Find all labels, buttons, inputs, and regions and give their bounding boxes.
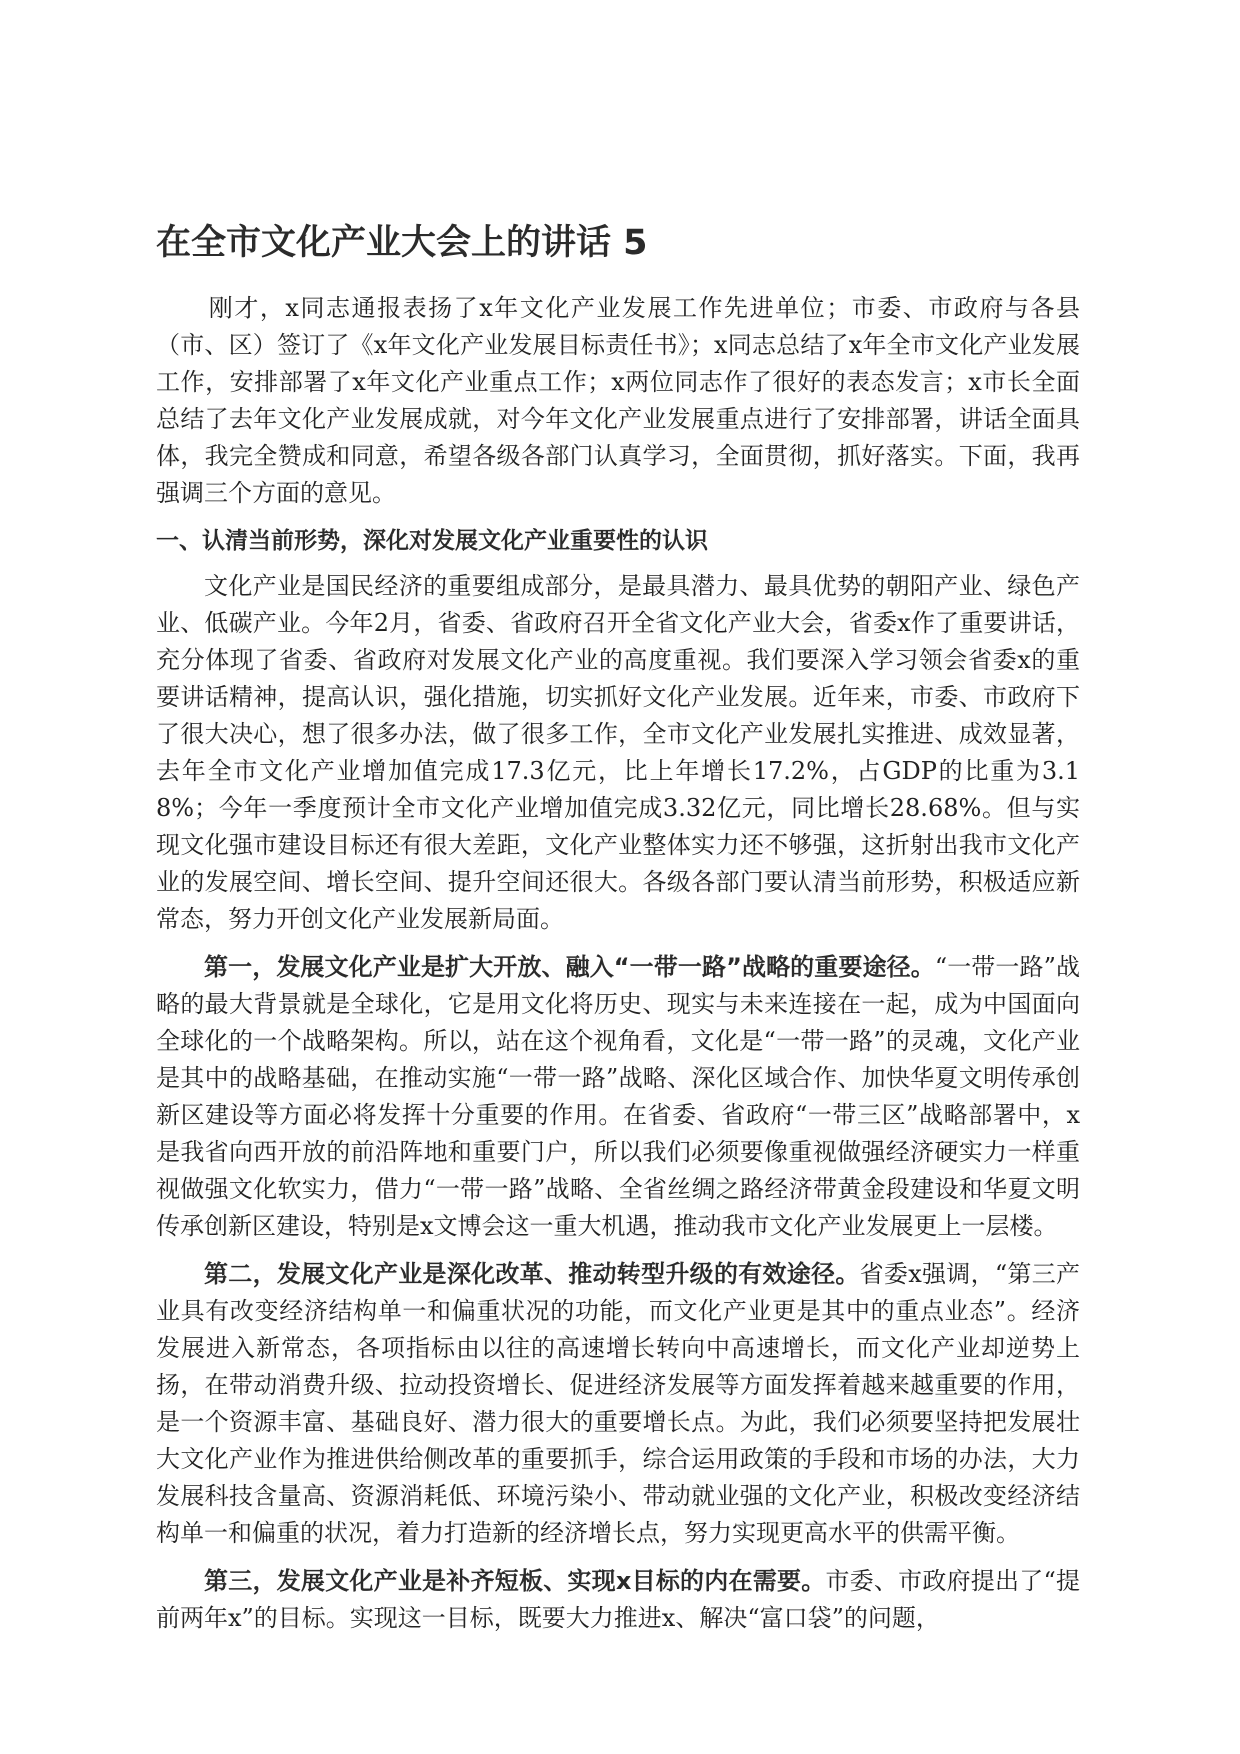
point-1-body: “一带一路”战略的最大背景就是全球化，它是用文化将历史、现实与未来连接在一起，成为中国面向全球化的一个战略架构。所以，站在这个视角看，文化是“一带一路”的灵魂，文化产业是其中的战略基础，在推动实施“一带一路”战略、深化区域合作、加快华夏文明传承创新区建设等方面必将发挥十分重要的作用。在省委、省政府“一带三区”战略部署中，x是我省向西开放的前沿阵地和重要门户，所以我们必须要像重视做强经济硬实力一样重视做强文化软实力，借力“一带一路”战略、全省丝绸之路经济带黄金段建设和华夏文明传承创新区建设，特别是x文博会这一重大机遇，推动我市文化产业发展更上一层楼。 [156, 953, 1081, 1240]
point-2-paragraph [156, 1256, 1080, 1552]
document-title: 在全市文化产业大会上的讲话 5 [156, 223, 648, 263]
section-heading-1: 一、认清当前形势，深化对发展文化产业重要性的认识 [156, 528, 708, 554]
point-3-lead: 第三，发展文化产业是补齐短板、实现x目标的内在需要。 [204, 1567, 826, 1595]
point-3-paragraph [156, 1563, 1080, 1637]
point-1-paragraph [156, 949, 1080, 1245]
point-3-body: 市委、市政府提出了“提前两年x”的目标。实现这一目标，既要大力推进x、解决“富口袋”的问题， [156, 1567, 1080, 1632]
point-2-body: 省委x强调，“第三产业具有改变经济结构单一和偏重状况的功能，而文化产业更是其中的重点业态”。经济发展进入新常态，各项指标由以往的高速增长转向中高速增长，而文化产业却逆势上扬，在带动消费升级、拉动投资增长、促进经济发展等方面发挥着越来越重要的作用，是一个资源丰富、基础良好、潜力很大的重要增长点。为此，我们必须要坚持把发展壮大文化产业作为推进供给侧改革的重要抓手，综合运用政策的手段和市场的办法，大力发展科技含量高、资源消耗低、环境污染小、带动就业强的文化产业，积极改变经济结构单一和偏重的状况，着力打造新的经济增长点，努力实现更高水平的供需平衡。 [156, 1260, 1080, 1547]
section-1-paragraph: 文化产业是国民经济的重要组成部分，是最具潜力、最具优势的朝阳产业、绿色产业、低碳产业。今年2月，省委、省政府召开全省文化产业大会，省委x作了重要讲话，充分体现了省委、省政府对发展文化产业的高度重视。我们要深入学习领会省委x的重要讲话精神，提高认识，强化措施，切实抓好文化产业发展。近年来，市委、市政府下了很大决心，想了很多办法，做了很多工作，全市文化产业发展扎实推进、成效显著，去年全市文化产业增加值完成17.3亿元，比上年增长17.2%，占GDP的比重为3.18%；今年一季度预计全市文化产业增加值完成3.32亿元，同比增长28.68%。但与实现文化强市建设目标还有很大差距，文化产业整体实力还不够强，这折射出我市文化产业的发展空间、增长空间、提升空间还很大。各级各部门要认清当前形势，积极适应新常态，努力开创文化产业发展新局面。 [156, 572, 1080, 933]
point-1-lead: 第一，发展文化产业是扩大开放、融入“一带一路”战略的重要途径。 [204, 953, 935, 981]
intro-paragraph: 刚才，x同志通报表扬了x年文化产业发展工作先进单位；市委、市政府与各县（市、区）签订了《x年文化产业发展目标责任书》；x同志总结了x年全市文化产业发展工作，安排部署了x年文化产业重点工作；x两位同志作了很好的表态发言；x市长全面总结了去年文化产业发展成就，对今年文化产业发展重点进行了安排部署，讲话全面具体，我完全赞成和同意，希望各级各部门认真学习，全面贯彻，抓好落实。下面，我再强调三个方面的意见。 [156, 294, 1080, 507]
point-2-lead: 第二，发展文化产业是深化改革、推动转型升级的有效途径。 [204, 1260, 860, 1288]
document-page [156, 222, 1080, 1648]
